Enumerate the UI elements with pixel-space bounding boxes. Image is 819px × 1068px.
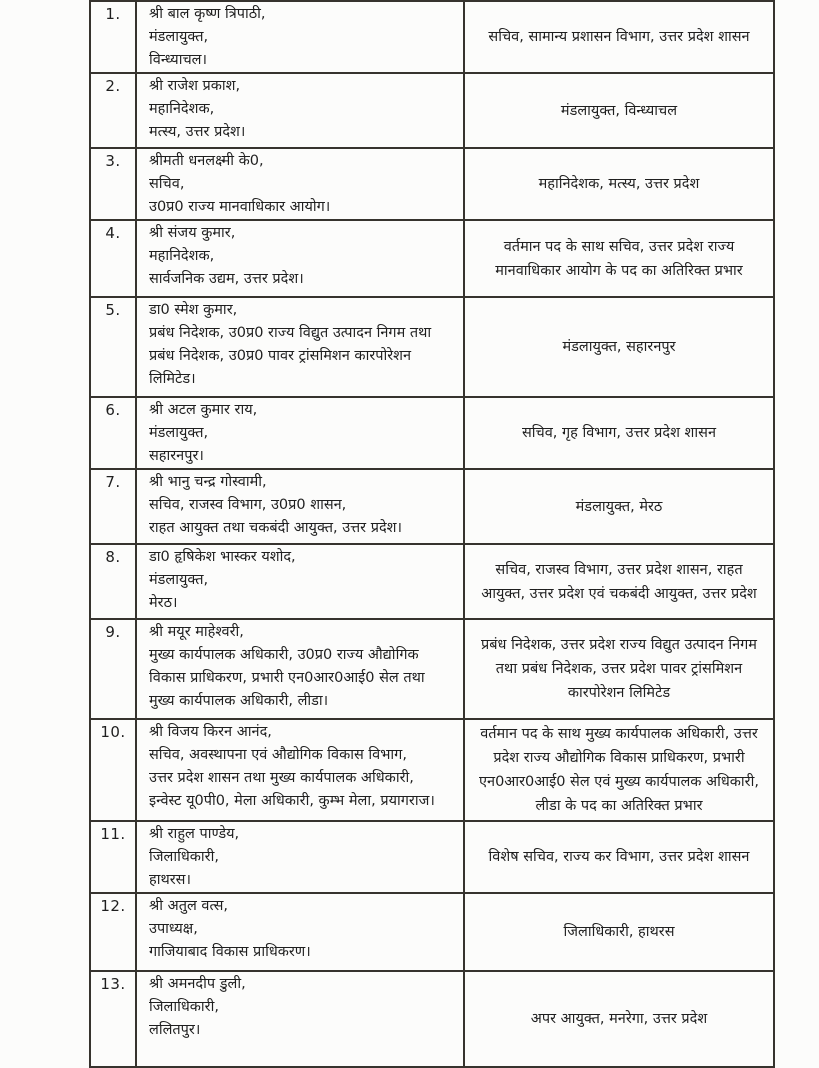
- officer-line: श्री राहुल पाण्डेय,: [149, 826, 240, 842]
- new-posting-cell: वर्तमान पद के साथ मुख्य कार्यपालक अधिकारी, उत्तर प्रदेश राज्य औद्योगिक विकास प्राधिकरण, प्रभारी एन0आर0आई0 सेल एवं मुख्य कार्यपालक अधिकारी, लीडा के पद का अतिरिक्त प्रभार: [464, 719, 774, 821]
- officer-line: विन्ध्याचल।: [149, 52, 207, 68]
- new-posting-cell: विशेष सचिव, राज्य कर विभाग, उत्तर प्रदेश शासन: [464, 821, 774, 893]
- officer-cell: [136, 220, 464, 297]
- transfer-table: [89, 0, 775, 1068]
- serial-cell: 9.: [90, 619, 136, 719]
- new-posting-cell: सचिव, सामान्य प्रशासन विभाग, उत्तर प्रदेश शासन: [464, 1, 774, 73]
- officer-line: श्री अतुल वत्स,: [149, 898, 229, 914]
- officer-line: राहत आयुक्त तथा चकबंदी आयुक्त, उत्तर प्रदेश।: [149, 520, 403, 536]
- officer-line: सचिव, अवस्थापना एवं औद्योगिक विकास विभाग,: [149, 747, 407, 763]
- officer-line: श्री अमनदीप डुली,: [149, 976, 246, 992]
- table-row: [90, 148, 774, 220]
- officer-cell: [136, 148, 464, 220]
- officer-cell: [136, 544, 464, 619]
- table-row: [90, 297, 774, 397]
- new-posting-cell: सचिव, गृह विभाग, उत्तर प्रदेश शासन: [464, 397, 774, 469]
- officer-cell: [136, 971, 464, 1067]
- new-posting-cell: जिलाधिकारी, हाथरस: [464, 893, 774, 971]
- table-row: [90, 971, 774, 1067]
- officer-line: गाजियाबाद विकास प्राधिकरण।: [149, 944, 311, 960]
- officer-cell: [136, 1, 464, 73]
- new-posting-cell: मंडलायुक्त, विन्ध्याचल: [464, 73, 774, 148]
- transfer-table-body: [90, 1, 774, 1067]
- officer-line: मेरठ।: [149, 595, 178, 611]
- serial-cell: 8.: [90, 544, 136, 619]
- serial-cell: 1.: [90, 1, 136, 73]
- serial-cell: 3.: [90, 148, 136, 220]
- officer-cell: [136, 297, 464, 397]
- officer-line: श्रीमती धनलक्ष्मी के0,: [149, 153, 264, 169]
- officer-line: विकास प्राधिकरण, प्रभारी एन0आर0आई0 सेल तथा: [149, 670, 425, 686]
- table-row: [90, 469, 774, 544]
- table-row: [90, 719, 774, 821]
- officer-line: सहारनपुर।: [149, 448, 204, 464]
- serial-cell: 6.: [90, 397, 136, 469]
- officer-line: ललितपुर।: [149, 1022, 201, 1038]
- officer-line: डा0 स्मेश कुमार,: [149, 302, 238, 318]
- officer-line: सचिव,: [149, 176, 185, 192]
- serial-cell: 10.: [90, 719, 136, 821]
- table-row: [90, 544, 774, 619]
- officer-line: उ0प्र0 राज्य मानवाधिकार आयोग।: [149, 199, 331, 215]
- new-posting-cell: सचिव, राजस्व विभाग, उत्तर प्रदेश शासन, राहत आयुक्त, उत्तर प्रदेश एवं चकबंदी आयुक्त, उत्तर प्रदेश: [464, 544, 774, 619]
- officer-line: महानिदेशक,: [149, 248, 215, 264]
- officer-line: श्री मयूर माहेश्वरी,: [149, 624, 244, 640]
- serial-cell: 13.: [90, 971, 136, 1067]
- serial-cell: 11.: [90, 821, 136, 893]
- officer-line: मंडलायुक्त,: [149, 29, 209, 45]
- officer-line: मुख्य कार्यपालक अधिकारी, उ0प्र0 राज्य औद्योगिक: [149, 647, 419, 663]
- table-row: [90, 893, 774, 971]
- officer-line: श्री विजय किरन आनंद,: [149, 724, 272, 740]
- officer-cell: [136, 397, 464, 469]
- officer-line: जिलाधिकारी,: [149, 999, 219, 1015]
- officer-line: महानिदेशक,: [149, 101, 215, 117]
- new-posting-cell: अपर आयुक्त, मनरेगा, उत्तर प्रदेश: [464, 971, 774, 1067]
- serial-cell: 2.: [90, 73, 136, 148]
- serial-cell: 7.: [90, 469, 136, 544]
- officer-line: मत्स्य, उत्तर प्रदेश।: [149, 124, 246, 140]
- officer-line: सार्वजनिक उद्यम, उत्तर प्रदेश।: [149, 271, 304, 287]
- table-row: [90, 73, 774, 148]
- officer-line: मंडलायुक्त,: [149, 425, 209, 441]
- officer-line: प्रबंध निदेशक, उ0प्र0 राज्य विद्युत उत्पादन निगम तथा: [149, 325, 432, 341]
- officer-line: श्री राजेश प्रकाश,: [149, 78, 241, 94]
- table-row: [90, 220, 774, 297]
- new-posting-cell: वर्तमान पद के साथ सचिव, उत्तर प्रदेश राज्य मानवाधिकार आयोग के पद का अतिरिक्त प्रभार: [464, 220, 774, 297]
- serial-cell: 4.: [90, 220, 136, 297]
- serial-cell: 12.: [90, 893, 136, 971]
- officer-line: हाथरस।: [149, 872, 191, 888]
- officer-line: प्रबंध निदेशक, उ0प्र0 पावर ट्रांसमिशन कारपोरेशन: [149, 348, 412, 364]
- officer-cell: [136, 821, 464, 893]
- new-posting-cell: मंडलायुक्त, सहारनपुर: [464, 297, 774, 397]
- officer-cell: [136, 619, 464, 719]
- officer-line: जिलाधिकारी,: [149, 849, 219, 865]
- officer-cell: [136, 73, 464, 148]
- new-posting-cell: मंडलायुक्त, मेरठ: [464, 469, 774, 544]
- officer-line: श्री अटल कुमार राय,: [149, 402, 258, 418]
- table-row: [90, 397, 774, 469]
- serial-cell: 5.: [90, 297, 136, 397]
- officer-cell: [136, 469, 464, 544]
- table-row: [90, 619, 774, 719]
- officer-line: मुख्य कार्यपालक अधिकारी, लीडा।: [149, 693, 329, 709]
- officer-line: श्री संजय कुमार,: [149, 225, 236, 241]
- officer-line: श्री भानु चन्द्र गोस्वामी,: [149, 474, 267, 490]
- officer-cell: [136, 719, 464, 821]
- officer-cell: [136, 893, 464, 971]
- table-row: [90, 1, 774, 73]
- officer-line: सचिव, राजस्व विभाग, उ0प्र0 शासन,: [149, 497, 347, 513]
- officer-line: मंडलायुक्त,: [149, 572, 209, 588]
- new-posting-cell: प्रबंध निदेशक, उत्तर प्रदेश राज्य विद्युत उत्पादन निगम तथा प्रबंध निदेशक, उत्तर प्रदेश पावर ट्रांसमिशन कारपोरेशन लिमिटेड: [464, 619, 774, 719]
- officer-line: श्री बाल कृष्ण त्रिपाठी,: [149, 6, 266, 22]
- officer-line: लिमिटेड।: [149, 371, 196, 387]
- officer-line: उपाध्यक्ष,: [149, 921, 198, 937]
- officer-line: इन्वेस्ट यू0पी0, मेला अधिकारी, कुम्भ मेला, प्रयागराज।: [149, 793, 435, 809]
- officer-line: उत्तर प्रदेश शासन तथा मुख्य कार्यपालक अधिकारी,: [149, 770, 414, 786]
- table-row: [90, 821, 774, 893]
- new-posting-cell: महानिदेशक, मत्स्य, उत्तर प्रदेश: [464, 148, 774, 220]
- officer-line: डा0 हृषिकेश भास्कर यशोद,: [149, 549, 296, 565]
